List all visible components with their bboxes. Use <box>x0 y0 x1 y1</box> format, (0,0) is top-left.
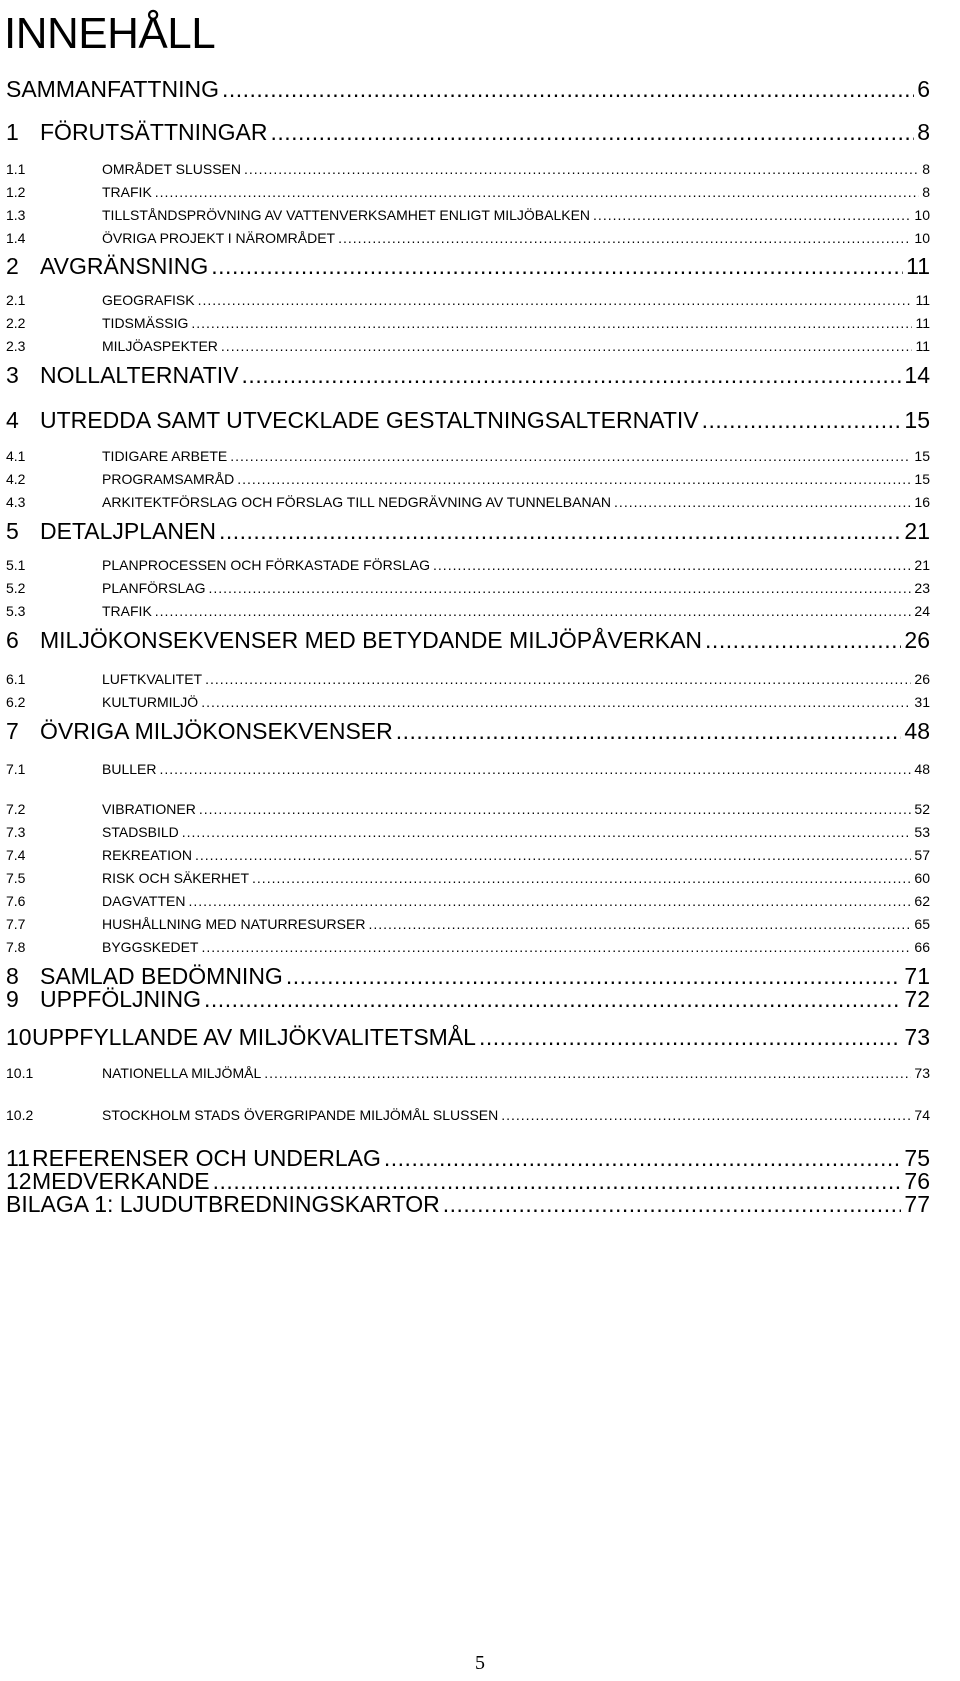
toc-entry[interactable] <box>6 314 930 332</box>
toc-entry-page: 6 <box>917 76 930 102</box>
toc-entry-number: 6.2 <box>6 694 26 710</box>
toc-entry-page: 21 <box>904 518 930 544</box>
toc-entry[interactable] <box>6 1106 930 1124</box>
toc-entry[interactable] <box>6 602 930 620</box>
toc-dot-leader <box>244 160 919 178</box>
toc-entry-page: 57 <box>914 847 930 863</box>
toc-entry-page: 73 <box>904 1024 930 1050</box>
toc-dot-leader <box>270 117 914 147</box>
toc-dot-leader <box>221 337 913 355</box>
toc-entry-number: 6 <box>6 627 19 653</box>
toc-dot-leader <box>155 183 919 201</box>
toc-entry-label: UPPFYLLANDE AV MILJÖKVALITETSMÅL <box>32 1024 476 1050</box>
toc-entry-number: 10.2 <box>6 1107 34 1123</box>
toc-entry-number: 7.2 <box>6 801 26 817</box>
toc-entry[interactable] <box>6 337 930 355</box>
toc-dot-leader <box>208 579 911 597</box>
page-number: 5 <box>475 1652 485 1674</box>
toc-dot-leader <box>205 670 911 688</box>
toc-entry-label: OMRÅDET SLUSSEN <box>102 161 241 177</box>
toc-entry-number: 2.2 <box>6 315 26 331</box>
toc-entry-page: 8 <box>922 161 930 177</box>
toc-entry-page: 48 <box>904 718 930 744</box>
toc-entry-number: 4.1 <box>6 448 26 464</box>
toc-entry[interactable] <box>6 470 930 488</box>
toc-entry[interactable] <box>6 160 930 178</box>
toc-entry-page: 52 <box>914 801 930 817</box>
toc-entry-page: 8 <box>922 184 930 200</box>
toc-entry-page: 76 <box>904 1168 930 1194</box>
toc-dot-leader <box>230 447 911 465</box>
toc-entry-page: 11 <box>915 315 930 331</box>
toc-entry[interactable] <box>6 760 930 778</box>
toc-dot-leader <box>198 291 913 309</box>
toc-entry-number: 1.2 <box>6 184 26 200</box>
toc-entry-number: 7.7 <box>6 916 26 932</box>
toc-entry-label: HUSHÅLLNING MED NATURRESURSER <box>102 916 366 932</box>
toc-entry-page: 10 <box>914 207 930 223</box>
toc-entry-page: 77 <box>904 1191 930 1217</box>
toc-entry-number: 1.4 <box>6 230 26 246</box>
toc-entry[interactable] <box>6 670 930 688</box>
toc-entry-number: 7.3 <box>6 824 26 840</box>
toc-dot-leader <box>201 938 911 956</box>
toc-entry-number: 1.3 <box>6 207 26 223</box>
toc-dot-leader <box>338 229 911 247</box>
toc-entry-number: 4 <box>6 407 19 433</box>
toc-entry[interactable] <box>6 823 930 841</box>
toc-entry-label: REKREATION <box>102 847 192 863</box>
toc-entry-page: 65 <box>914 916 930 932</box>
toc-entry-number: 10.1 <box>6 1065 34 1081</box>
toc-entry[interactable] <box>6 206 930 224</box>
toc-entry-label: FÖRUTSÄTTNINGAR <box>40 119 268 145</box>
toc-entry[interactable] <box>6 360 930 390</box>
toc-entry-number: 1 <box>6 119 19 145</box>
toc-entry-label: BILAGA 1: LJUDUTBREDNINGSKARTOR <box>6 1191 440 1217</box>
toc-dot-leader <box>242 360 902 390</box>
toc-entry-number: 8 <box>6 963 19 989</box>
toc-entry-number: 4.2 <box>6 471 26 487</box>
toc-entry-number: 9 <box>6 986 19 1012</box>
toc-entry-number: 2.3 <box>6 338 26 354</box>
toc-entry-page: 16 <box>914 494 930 510</box>
toc-entry[interactable] <box>6 693 930 711</box>
toc-entry-page: 8 <box>917 119 930 145</box>
toc-entry-label: RISK OCH SÄKERHET <box>102 870 250 886</box>
toc-entry-label: STOCKHOLM STADS ÖVERGRIPANDE MILJÖMÅL SLUSSEN <box>102 1107 499 1123</box>
toc-entry-label: DAGVATTEN <box>102 893 186 909</box>
toc-entry-page: 14 <box>904 362 930 388</box>
toc-entry-label: SAMLAD BEDÖMNING <box>40 963 283 989</box>
toc-entry[interactable] <box>6 556 930 574</box>
toc-entry-label: TILLSTÅNDSPRÖVNING AV VATTENVERKSAMHET ENLIGT MILJÖBALKEN <box>102 207 591 223</box>
toc-entry-number: 7.8 <box>6 939 26 955</box>
toc-entry-number: 2 <box>6 253 19 279</box>
toc-entry-label: MILJÖASPEKTER <box>102 338 218 354</box>
toc-dot-leader <box>443 1189 902 1219</box>
toc-entry-number: 11 <box>6 1145 30 1171</box>
toc-dot-leader <box>368 915 911 933</box>
toc-entry[interactable] <box>6 516 930 546</box>
toc-entry-number: 7.1 <box>6 761 26 777</box>
toc-dot-leader <box>211 251 903 281</box>
toc-dot-leader <box>199 800 912 818</box>
toc-entry-number: 7 <box>6 718 19 744</box>
toc-entry-page: 11 <box>906 253 930 279</box>
toc-entry-page: 24 <box>914 603 930 619</box>
toc-entry-label: ÖVRIGA PROJEKT I NÄROMRÅDET <box>102 230 336 246</box>
toc-entry[interactable] <box>6 493 930 511</box>
toc-dot-leader <box>219 516 901 546</box>
toc-dot-leader <box>159 760 911 778</box>
toc-entry[interactable] <box>6 405 930 435</box>
toc-entry-number: 3 <box>6 362 19 388</box>
toc-entry-label: STADSBILD <box>102 824 179 840</box>
toc-entry[interactable] <box>6 74 930 104</box>
toc-entry-label: ARKITEKTFÖRSLAG OCH FÖRSLAG TILL NEDGRÄVNING AV TUNNELBANAN <box>102 494 612 510</box>
toc-entry-number: 4.3 <box>6 494 26 510</box>
toc-entry-label: REFERENSER OCH UNDERLAG <box>32 1145 381 1171</box>
toc-entry-number: 7.6 <box>6 893 26 909</box>
toc-entry[interactable] <box>6 229 930 247</box>
toc-dot-leader <box>195 846 911 864</box>
toc-dot-leader <box>201 693 911 711</box>
toc-entry-page: 48 <box>914 761 930 777</box>
toc-entry[interactable] <box>6 800 930 818</box>
toc-entry-label: BYGGSKEDET <box>102 939 199 955</box>
toc-entry-number: 7.4 <box>6 847 26 863</box>
toc-entry-label: UPPFÖLJNING <box>40 986 202 1012</box>
toc-dot-leader <box>396 716 902 746</box>
toc-entry[interactable] <box>6 938 930 956</box>
toc-entry-label: MILJÖKONSEKVENSER MED BETYDANDE MILJÖPÅVERKAN <box>40 627 703 653</box>
toc-dot-leader <box>222 74 914 104</box>
toc-dot-leader <box>155 602 912 620</box>
toc-entry-page: 11 <box>915 292 930 308</box>
toc-entry-page: 23 <box>914 580 930 596</box>
toc-entry-page: 21 <box>914 557 930 573</box>
toc-dot-leader <box>501 1106 911 1124</box>
toc-entry-label: UTREDDA SAMT UTVECKLADE GESTALTNINGSALTERNATIV <box>40 407 699 433</box>
toc-dot-leader <box>702 405 902 435</box>
toc-dot-leader <box>705 625 901 655</box>
toc-entry-label: NATIONELLA MILJÖMÅL <box>102 1065 262 1081</box>
toc-dot-leader <box>252 869 911 887</box>
toc-entry-label: TIDIGARE ARBETE <box>102 448 228 464</box>
toc-entry[interactable] <box>6 869 930 887</box>
toc-entry[interactable] <box>6 183 930 201</box>
toc-entry-label: LUFTKVALITET <box>102 671 203 687</box>
toc-entry-number: 10 <box>6 1024 32 1050</box>
toc-entry-label: DETALJPLANEN <box>40 518 216 544</box>
toc-entry-page: 74 <box>914 1107 930 1123</box>
toc-entry-page: 11 <box>915 338 930 354</box>
toc-entry-label: KULTURMILJÖ <box>102 694 199 710</box>
toc-entry-number: 5.3 <box>6 603 26 619</box>
toc-entry-number: 6.1 <box>6 671 26 687</box>
toc-entry-number: 5.2 <box>6 580 26 596</box>
toc-entry-page: 31 <box>914 694 930 710</box>
toc-entry[interactable] <box>6 447 930 465</box>
toc-entry-number: 7.5 <box>6 870 26 886</box>
toc-entry-page: 66 <box>914 939 930 955</box>
page-title: INNEHÅLL <box>4 9 216 58</box>
toc-entry-label: PLANPROCESSEN OCH FÖRKASTADE FÖRSLAG <box>102 557 431 573</box>
toc-entry-number: 5.1 <box>6 557 26 573</box>
toc-entry[interactable] <box>6 915 930 933</box>
toc-entry-label: ÖVRIGA MILJÖKONSEKVENSER <box>40 718 393 744</box>
toc-dot-leader <box>204 984 901 1014</box>
toc-dot-leader <box>593 206 911 224</box>
toc-entry[interactable] <box>6 291 930 309</box>
toc-entry[interactable] <box>6 716 930 746</box>
toc-entry-page: 73 <box>914 1065 930 1081</box>
toc-entry-label: TRAFIK <box>102 603 152 619</box>
toc-entry-page: 72 <box>904 986 930 1012</box>
toc-entry[interactable] <box>6 579 930 597</box>
toc-dot-leader <box>479 1022 901 1052</box>
toc-entry-label: GEOGRAFISK <box>102 292 195 308</box>
toc-dot-leader <box>189 892 912 910</box>
toc-dot-leader <box>614 493 911 511</box>
toc-entry-label: NOLLALTERNATIV <box>40 362 239 388</box>
toc-entry-number: 2.1 <box>6 292 26 308</box>
toc-entry-label: TIDSMÄSSIG <box>102 315 189 331</box>
toc-entry[interactable] <box>6 846 930 864</box>
toc-entry-page: 15 <box>914 448 930 464</box>
toc-entry-page: 10 <box>914 230 930 246</box>
toc-dot-leader <box>433 556 911 574</box>
toc-entry-page: 15 <box>904 407 930 433</box>
toc-entry-label: SAMMANFATTNING <box>6 76 219 102</box>
toc-entry-label: PLANFÖRSLAG <box>102 580 206 596</box>
toc-entry[interactable] <box>6 625 930 655</box>
toc-entry-label: MEDVERKANDE <box>32 1168 210 1194</box>
toc-entry-page: 60 <box>914 870 930 886</box>
toc-dot-leader <box>182 823 912 841</box>
toc-entry-number: 5 <box>6 518 19 544</box>
toc-entry[interactable] <box>6 1064 930 1082</box>
toc-entry-label: TRAFIK <box>102 184 152 200</box>
toc-dot-leader <box>191 314 912 332</box>
toc-dot-leader <box>237 470 911 488</box>
toc-entry[interactable] <box>6 251 930 281</box>
toc-entry[interactable] <box>6 984 930 1014</box>
toc-dot-leader <box>264 1064 911 1082</box>
toc-entry-page: 53 <box>914 824 930 840</box>
toc-entry-page: 15 <box>914 471 930 487</box>
toc-entry-page: 26 <box>914 671 930 687</box>
toc-entry[interactable] <box>6 117 930 147</box>
toc-entry-number: 12 <box>6 1168 32 1194</box>
toc-entry[interactable] <box>6 892 930 910</box>
toc-entry-page: 75 <box>904 1145 930 1171</box>
toc-entry-page: 71 <box>904 963 930 989</box>
toc-entry-page: 62 <box>914 893 930 909</box>
toc-entry-label: AVGRÄNSNING <box>40 253 209 279</box>
toc-entry-label: PROGRAMSAMRÅD <box>102 471 235 487</box>
toc-entry-label: BULLER <box>102 761 157 777</box>
toc-entry-number: 1.1 <box>6 161 26 177</box>
toc-entry-label: VIBRATIONER <box>102 801 196 817</box>
toc-entry[interactable] <box>6 1189 930 1219</box>
toc-entry-page: 26 <box>904 627 930 653</box>
toc-entry[interactable] <box>6 1022 930 1052</box>
